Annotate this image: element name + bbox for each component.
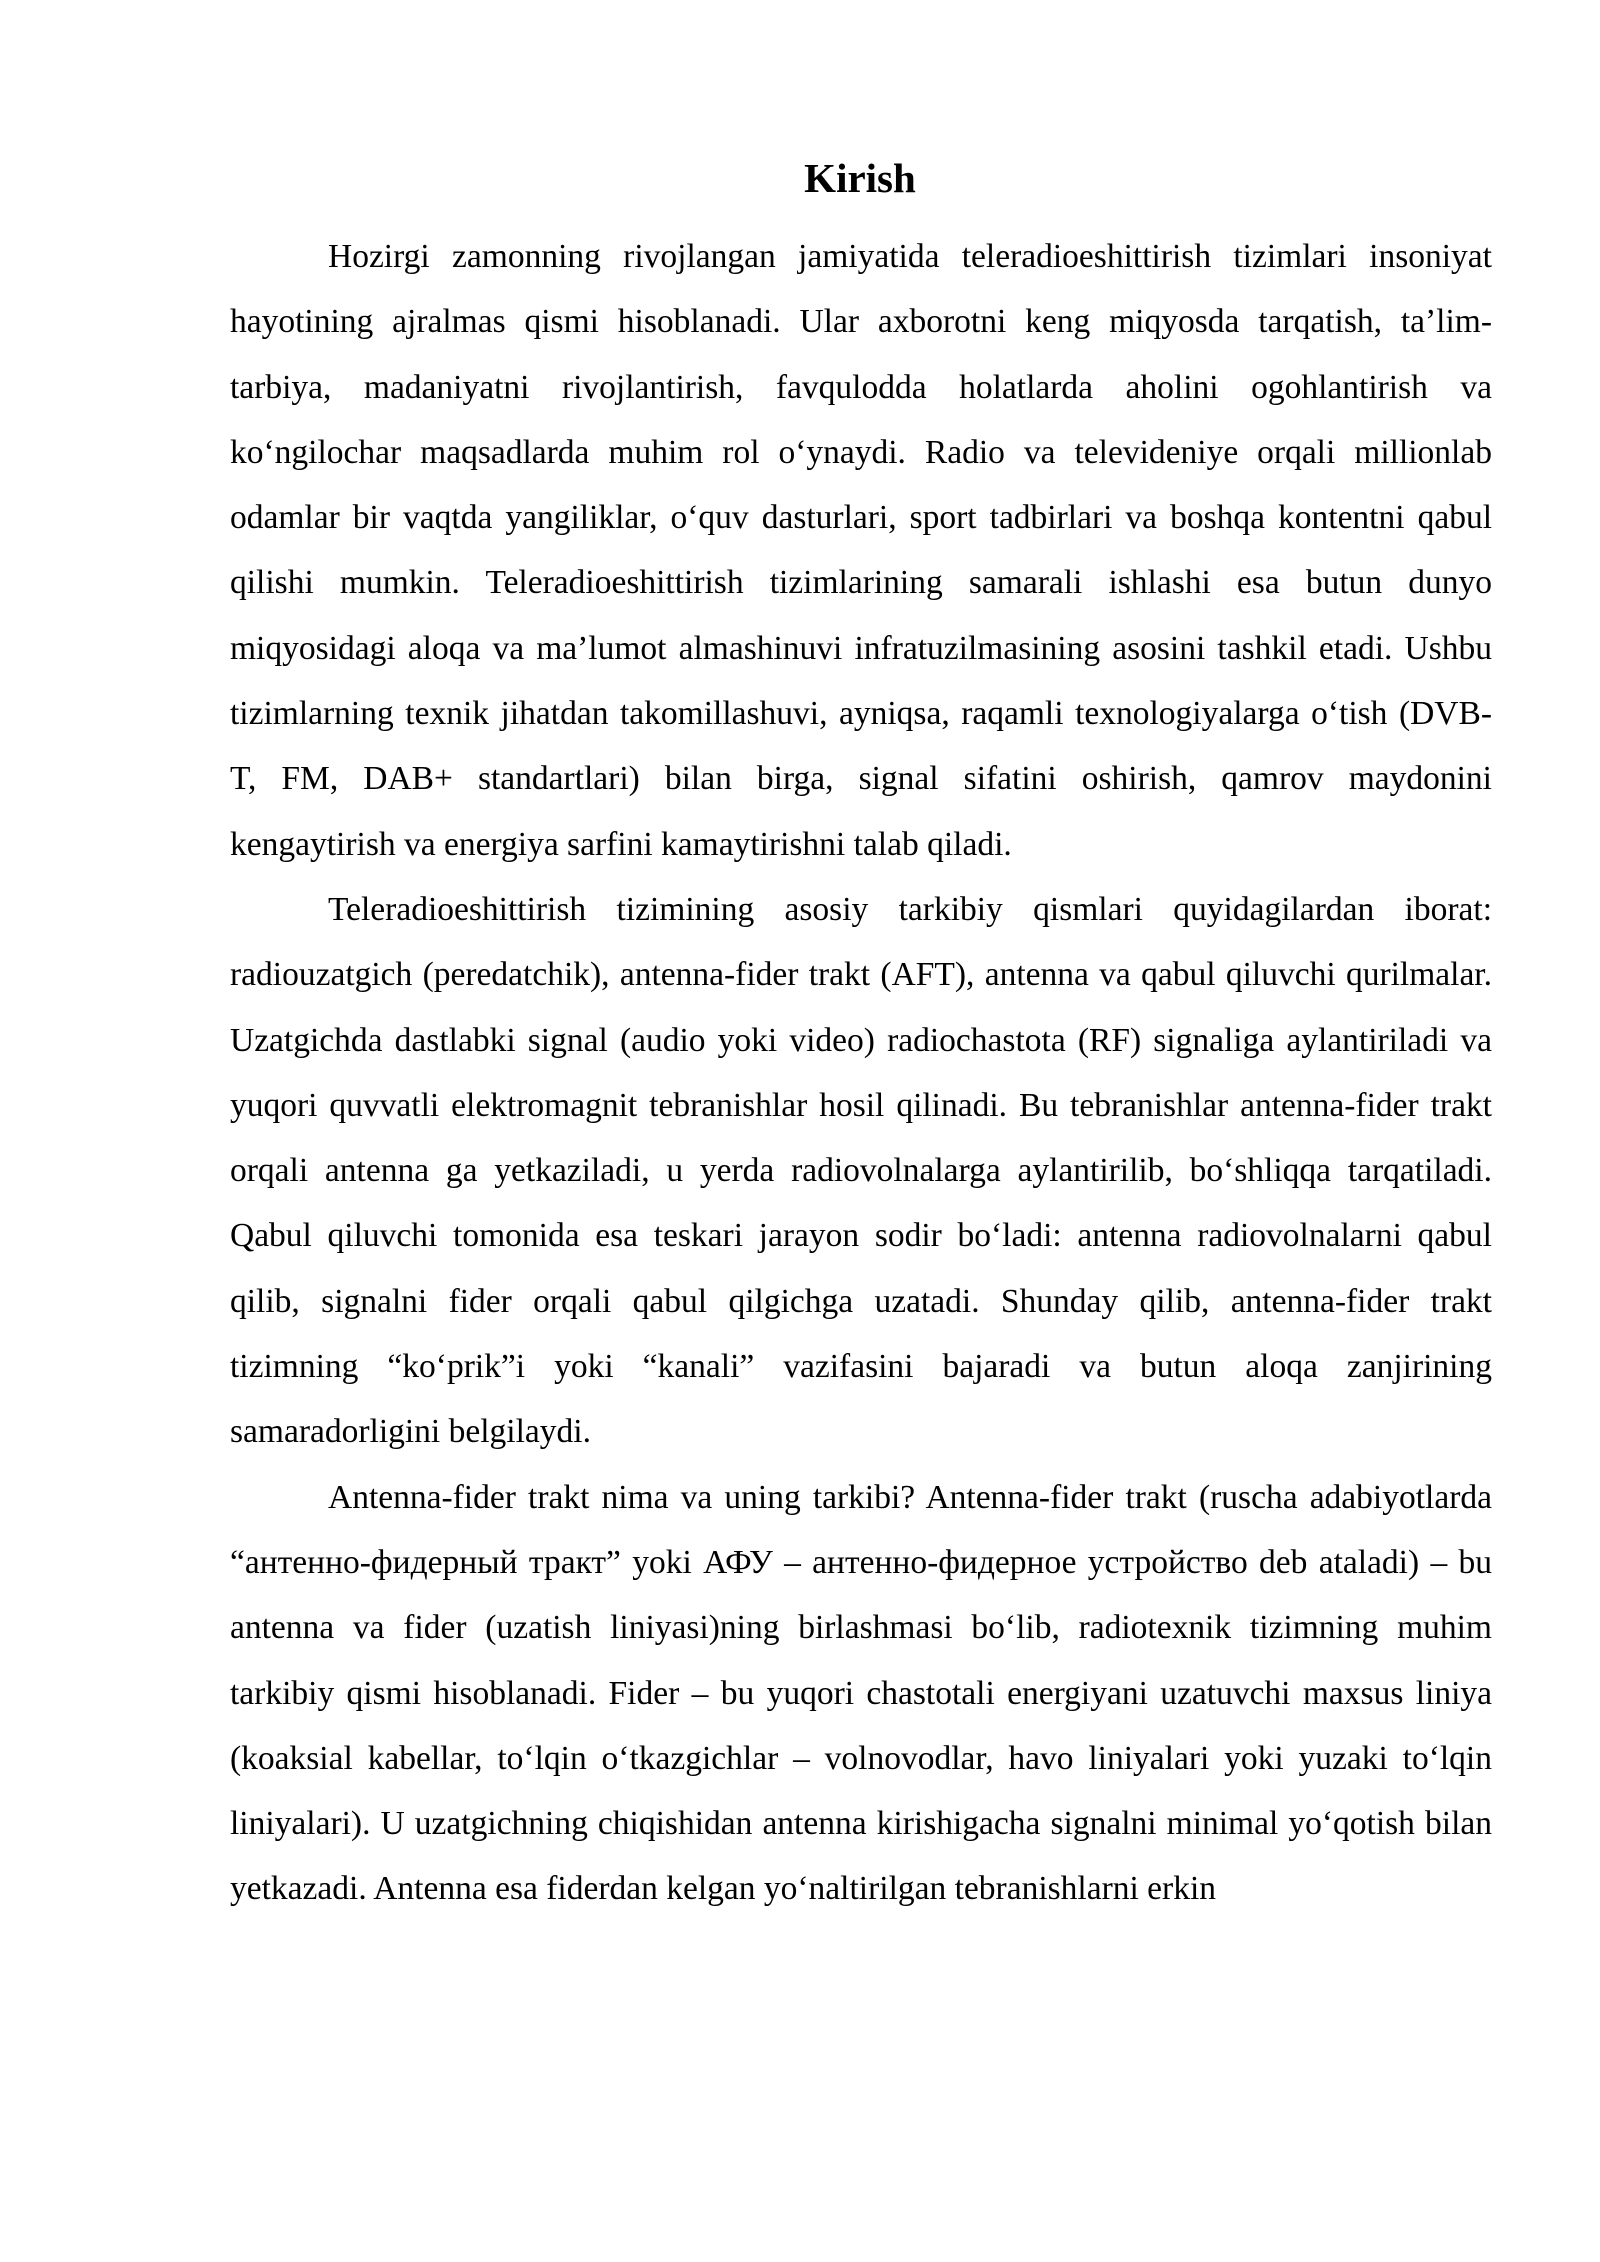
paragraph-3: Antenna-fider trakt nima va uning tarkibi? Antenna-fider trakt (ruscha adabiyotlarda “антенно-фидерный тракт” yoki АФУ – антенно-фидерное устройство deb ataladi) – bu antenna va fider (uzatish liniyasi)ning birlashmasi bo‘lib, radiotexnik tizimning muhim tarkibiy qismi hisoblanadi. Fider – bu yuqori chastotali energiyani uzatuvchi maxsus liniya (koaksial kabellar, to‘lqin o‘tkazgichlar – volnovodlar, havo liniyalari yoki yuzaki to‘lqin liniyalari). U uzatgichning chiqishidan antenna kirishigacha signalni minimal yo‘qotish bilan yetkazadi. Antenna esa fiderdan kelgan yo‘naltirilgan tebranishlarni erkin <box>230 1478 1492 1908</box>
document-body <box>230 224 1492 1922</box>
document-title: Kirish <box>804 155 916 201</box>
paragraph-1: Hozirgi zamonning rivojlangan jamiyatida teleradioeshittirish tizimlari insoniyat hayotining ajralmas qismi hisoblanadi. Ular axborotni keng miqyosda tarqatish, ta’lim-tarbiya, madaniyatni rivojlantirish, favqulodda holatlarda aholini ogohlantirish va ko‘ngilochar maqsadlarda muhim rol o‘ynaydi. Radio va televideniye orqali millionlab odamlar bir vaqtda yangiliklar, o‘quv dasturlari, sport tadbirlari va boshqa kontentni qabul qilishi mumkin. Teleradioeshittirish tizimlarining samarali ishlashi esa butun dunyo miqyosidagi aloqa va ma’lumot almashinuvi infratuzilmasining asosini tashkil etadi. Ushbu tizimlarning texnik jihatdan takomillashuvi, ayniqsa, raqamli texnologiyalarga o‘tish (DVB-T, FM, DAB+ standartlari) bilan birga, signal sifatini oshirish, qamrov maydonini kengaytirish va energiya sarfini kamaytirishni talab qiladi. <box>230 238 1492 863</box>
paragraph-2: Teleradioeshittirish tizimining asosiy tarkibiy qismlari quyidagilardan iborat: radiouzatgich (peredatchik), antenna-fider trakt (AFT), antenna va qabul qiluvchi qurilmalar. Uzatgichda dastlabki signal (audio yoki video) radiochastota (RF) signaliga aylantiriladi va yuqori quvvatli elektromagnit tebranishlar hosil qilinadi. Bu tebranishlar antenna-fider trakt orqali antenna ga yetkaziladi, u yerda radiovolnalarga aylantirilib, bo‘shliqqa tarqatiladi. Qabul qiluvchi tomonida esa teskari jarayon sodir bo‘ladi: antenna radiovolnalarni qabul qilib, signalni fider orqali qabul qilgichga uzatadi. Shunday qilib, antenna-fider trakt tizimning “ko‘prik”i yoki “kanali” vazifasini bajaradi va butun aloqa zanjirining samaradorligini belgilaydi. <box>230 890 1492 1451</box>
